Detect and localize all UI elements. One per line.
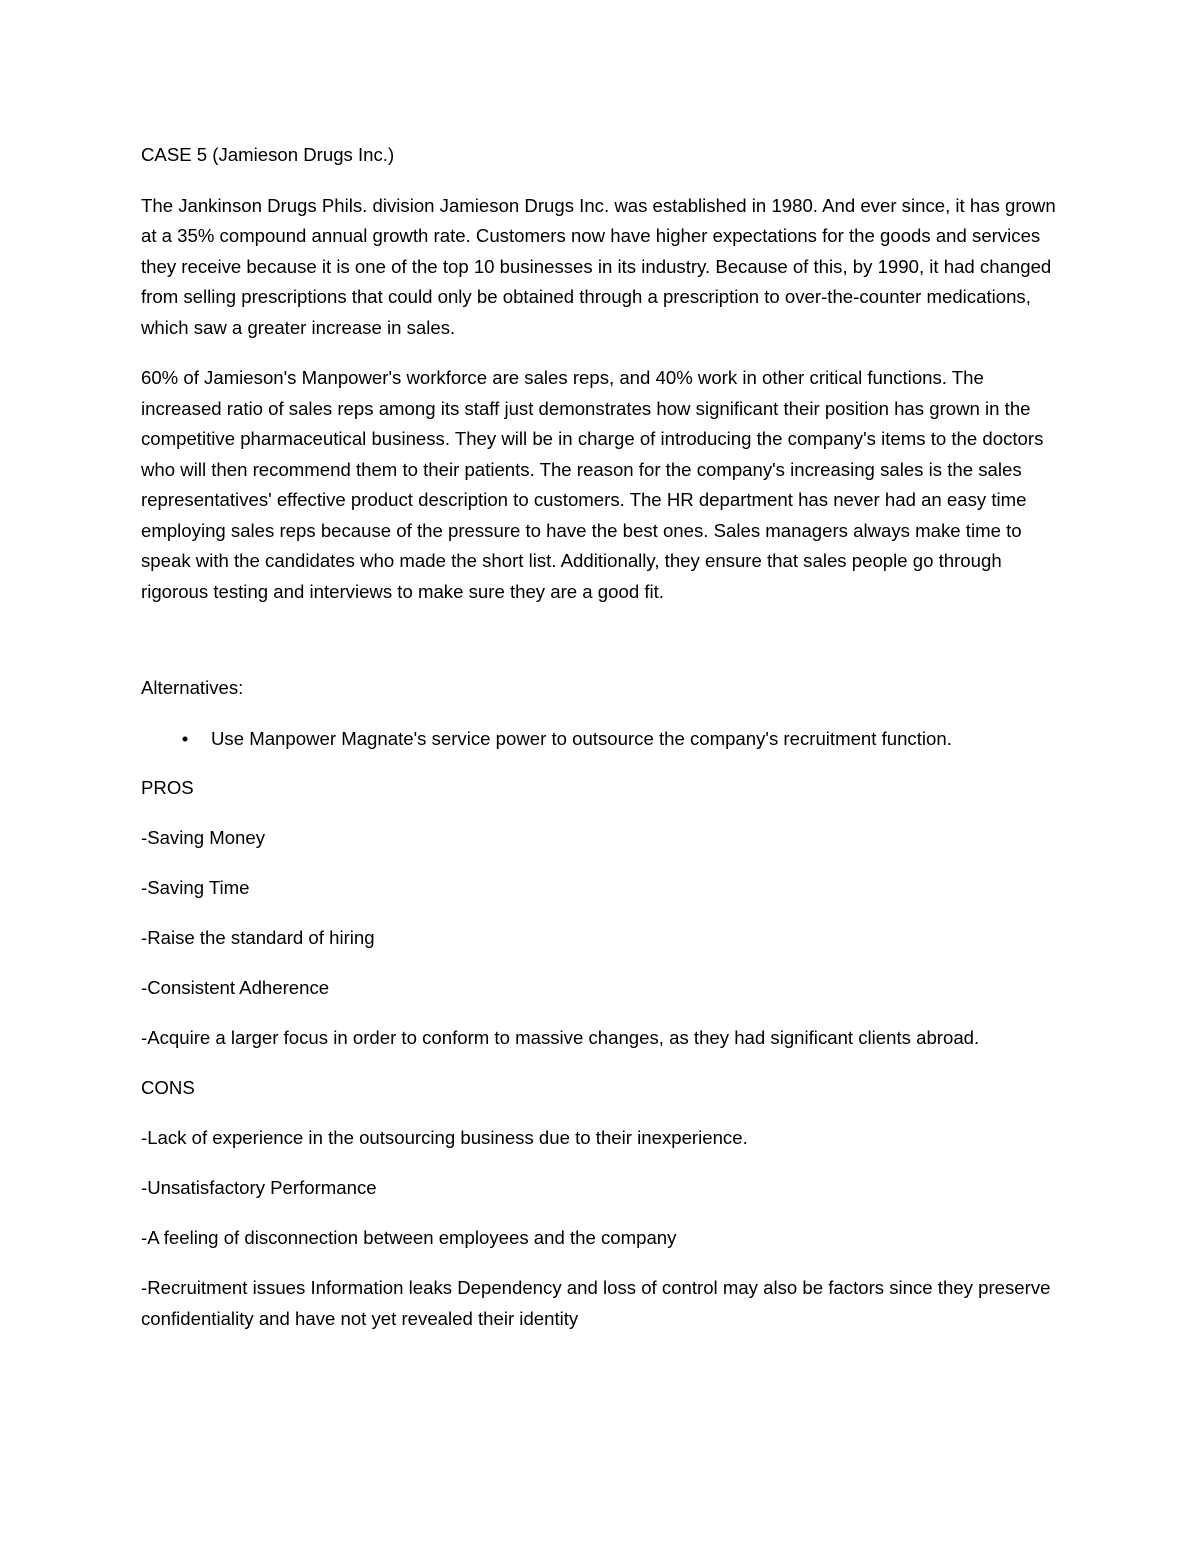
document-title: CASE 5 (Jamieson Drugs Inc.): [141, 144, 395, 165]
alternative-item-text: Use Manpower Magnate's service power to outsource the company's recruitment function.: [211, 727, 952, 749]
intro-paragraph: The Jankinson Drugs Phils. division Jamieson Drugs Inc. was established in 1980. And ever since, it has grown at a 35% compound annual growth rate. Customers now have higher expectations for the goods and services they receive because it is one of the top 10 businesses in its industry. Because of this, by 1990, it had changed from selling prescriptions that could only be obtained through a prescription to over-the-counter medications, which saw a greater increase in sales.: [141, 194, 1056, 338]
document-page: [141, 140, 1061, 1334]
pros-item: -Saving Money: [141, 827, 266, 848]
pros-heading: PROS: [141, 777, 194, 798]
alternative-item: [141, 724, 1061, 755]
cons-heading: CONS: [141, 1077, 195, 1098]
alternatives-heading: Alternatives:: [141, 677, 244, 698]
spacer: [141, 607, 1061, 673]
cons-item: -A feeling of disconnection between employees and the company: [141, 1227, 677, 1248]
cons-item: -Lack of experience in the outsourcing business due to their inexperience.: [141, 1127, 748, 1148]
workforce-paragraph: 60% of Jamieson's Manpower's workforce are sales reps, and 40% work in other critical functions. The increased ratio of sales reps among its staff just demonstrates how significant their position has grown in the competitive pharmaceutical business. They will be in charge of introducing the company's items to the doctors who will then recommend them to their patients. The reason for the company's increasing sales is the sales representatives' effective product description to customers. The HR department has never had an easy time employing sales reps because of the pressure to have the best ones. Sales managers always make time to speak with the candidates who made the short list. Additionally, they ensure that sales people go through rigorous testing and interviews to make sure they are a good fit.: [141, 367, 1044, 602]
pros-item: -Raise the standard of hiring: [141, 927, 375, 948]
cons-item: -Recruitment issues Information leaks Dependency and loss of control may also be factors since they preserve confidentiality and have not yet revealed their identity: [141, 1277, 1051, 1329]
bullet-icon: •: [181, 727, 189, 749]
pros-item: -Consistent Adherence: [141, 977, 330, 998]
cons-item: -Unsatisfactory Performance: [141, 1177, 377, 1198]
pros-item: -Saving Time: [141, 877, 250, 898]
pros-item: -Acquire a larger focus in order to conform to massive changes, as they had significant clients abroad.: [141, 1027, 980, 1048]
